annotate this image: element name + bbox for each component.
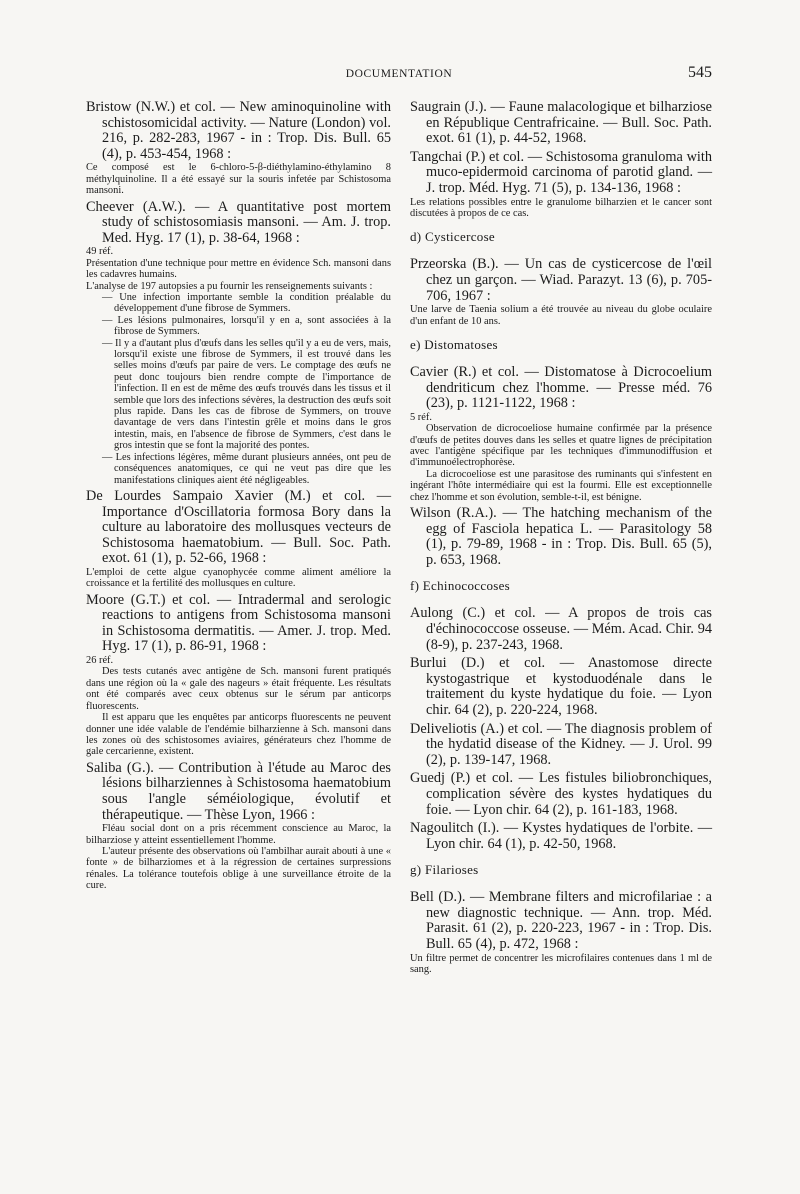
bibliography-entry xyxy=(410,771,712,818)
bibliography-entry xyxy=(410,100,712,147)
bibliography-entry xyxy=(410,722,712,769)
reference: Burlui (D.) et col. — Anastomose directe kystogastrique et kystoduodénale dans le traitement du kyste hydatique du foie. — Lyon chir. 64 (2), p. 220-224, 1968. xyxy=(410,655,712,718)
reference: Wilson (R.A.). — The hatching mechanism of the egg of Fasciola hepatica L. — Parasitology 58 (1), p. 79-89, 1968 - in : Trop. Dis. Bull. 65 (5), p. 653, 1968. xyxy=(410,505,712,568)
reference-count: 26 réf. xyxy=(86,655,114,667)
section-heading: d) Cysticercose xyxy=(410,229,496,245)
bibliography-entry xyxy=(410,365,712,503)
abstract-note: L'analyse de 197 autopsies a pu fournir les renseignements suivants : xyxy=(86,280,373,292)
section-heading: e) Distomatoses xyxy=(410,336,498,352)
page-header xyxy=(86,64,712,86)
reference: Deliveliotis (A.) et col. — The diagnosis problem of the hydatid disease of the Kidney. — J. Urol. 99 (2), p. 139-147, 1968. xyxy=(410,720,712,768)
reference: Przeorska (B.). — Un cas de cysticercose de l'œil chez un garçon. — Wiad. Parazyt. 13 (6), p. 705-706, 1967 : xyxy=(410,256,712,304)
reference: Cheever (A.W.). — A quantitative post mortem study of schistosomiasis mansoni. — Am. J. trop. Med. Hyg. 17 (1), p. 38-64, 1968 : xyxy=(86,198,391,246)
page-number: 545 xyxy=(688,64,712,81)
reference: Bristow (N.W.) et col. — New aminoquinoline with schistosomicidal activity. — Nature (London) vol. 216, p. 282-283, 1967 - in : Trop. Dis. Bull. 65 (4), p. 453-454, 1968 : xyxy=(86,99,391,162)
bibliography-entry xyxy=(410,606,712,653)
bibliography-entry xyxy=(410,821,712,852)
reference: Nagoulitch (I.). — Kystes hydatiques de l'orbite. — Lyon chir. 64 (1), p. 42-50, 1968. xyxy=(410,820,712,852)
abstract-note: Présentation d'une technique pour mettre en évidence Sch. mansoni dans les cadavres humains. xyxy=(86,257,391,281)
abstract-note: La dicrocoeliose est une parasitose des ruminants qui s'infestent en ingérant l'hôte intermédiaire qui est la fourmi. Elle est exceptionnelle chez l'homme et son évolution, semble-t-il, est bénigne. xyxy=(410,468,712,503)
abstract-note: Des tests cutanés avec antigène de Sch. mansoni furent pratiqués dans une région où la « gale des nageurs » était fréquente. Les résultats ont été comparés avec ceux obtenus sur le sérum par anticorps fluorescents. xyxy=(86,666,391,712)
bibliography-entry xyxy=(86,100,391,197)
abstract-note: Un filtre permet de concentrer les microfilaires contenues dans 1 ml de sang. xyxy=(410,952,712,976)
abstract-note: Une larve de Taenia solium a été trouvée au niveau du globe oculaire d'un enfant de 10 ans. xyxy=(410,304,712,327)
bibliography-entry xyxy=(86,200,391,486)
abstract-bullet: — Les lésions pulmonaires, lorsqu'il y en a, sont associées à la fibrose de Symmers. xyxy=(102,314,391,338)
reference-count: 5 réf. xyxy=(410,411,432,423)
reference: Tangchai (P.) et col. — Schistosoma granuloma with muco-epidermoid carcinoma of parotid gland. — J. trop. Méd. Hyg. 71 (5), p. 134-136, 1968 : xyxy=(410,148,712,196)
bibliography-entry xyxy=(86,761,391,892)
section-heading: g) Filarioses xyxy=(410,862,479,878)
abstract-note: L'auteur présente des observations où l'ambilhar aurait abouti à une « fonte » de bilharziomes et à la régression de certaines surpressions rénales. La tolérance toutefois oblige à une surveillance étroite de la cure. xyxy=(86,845,391,892)
reference: De Lourdes Sampaio Xavier (M.) et col. — Importance d'Oscillatoria formosa Bory dans la culture au laboratoire des mollusques vecteurs de Schistosoma haematobium. — Bull. Soc. Path. exot. 61 (1), p. 52-66, 1968 : xyxy=(86,487,391,567)
bibliography-entry xyxy=(86,489,391,590)
abstract-note: Fléau social dont on a pris récemment conscience au Maroc, la bilharziose y atteint essentiellement l'homme. xyxy=(86,823,391,846)
reference: Bell (D.). — Membrane filters and microfilariae : a new diagnostic technique. — Ann. trop. Méd. Parasit. 61 (2), p. 220-223, 1967 - in : Trop. Dis. Bull. 65 (4), p. 472, 1968 : xyxy=(410,889,712,953)
bibliography-entry xyxy=(410,257,712,327)
abstract-note: Ce composé est le 6-chloro-5-β-diéthylamino-éthylamino 8 méthylquinoline. Il a été essayé sur la souris infetée par Schistosoma mansoni. xyxy=(86,162,391,197)
abstract-bullet: — Il y a d'autant plus d'œufs dans les selles qu'il y a eu de vers, mais, lorsqu'il existe une fibrose de Symmers, il est trouvé dans les selles moins d'œufs par paire de vers. Le comptage des œufs ne peut donc toujours bien rendre compte de l'importance de l'infection. Il en est de même des œufs trouvés dans les tissus et il semble que lors des infections sévères, la destruction des œufs soit plus rapide. Dans les cas de fibrose de Symmers, on trouve davantage de vers dans l'intestin grêle et moins dans le gros intestin, mais, en l'absence de fibrose de Symmers, c'est dans le gros intestin que se font la majorité des pontes. xyxy=(102,337,391,452)
reference: Saugrain (J.). — Faune malacologique et bilharziose en République Centrafricaine. — Bull. Soc. Path. exot. 61 (1), p. 44-52, 1968. xyxy=(410,99,712,147)
abstract-bullet: — Une infection importante semble la condition préalable du développement d'une fibrose de Symmers. xyxy=(102,292,391,315)
abstract-note: Les relations possibles entre le granulome bilharzien et le cancer sont discutées à propos de ce cas. xyxy=(410,196,712,219)
abstract-note: L'emploi de cette algue cyanophycée comme aliment améliore la croissance et la fertilité des mollusques en culture. xyxy=(86,566,391,590)
running-title: DOCUMENTATION xyxy=(345,68,453,80)
reference: Moore (G.T.) et col. — Intradermal and serologic reactions to antigens from Schistosoma mansoni in Schistosoma dermatitis. — Amer. J. trop. Med. Hyg. 17 (1), p. 86-91, 1968 : xyxy=(86,591,391,655)
bibliography-entry xyxy=(410,656,712,718)
reference: Aulong (C.) et col. — A propos de trois cas d'échinococcose osseuse. — Mém. Acad. Chir. 94 (8-9), p. 237-243, 1968. xyxy=(410,605,712,653)
reference: Cavier (R.) et col. — Distomatose à Dicrocoelium dendriticum chez l'homme. — Presse méd. 76 (23), p. 1121-1122, 1968 : xyxy=(410,363,712,412)
abstract-bullet: — Les infections légères, même durant plusieurs années, ont peu de conséquences anatomiques, ce qui ne veut pas dire que les manifestations cliniques aient été négligeables. xyxy=(102,451,391,486)
right-column xyxy=(410,100,712,978)
abstract-note: Il est apparu que les enquêtes par anticorps fluorescents ne peuvent donner une idée valable de l'endémie bilharzienne à Sch. mansoni dans les zones où des schistosomes aviaires, générateurs chez l'homme de gale cercarienne, existent. xyxy=(86,712,391,758)
bibliography-entry xyxy=(410,890,712,975)
left-column xyxy=(86,100,391,895)
reference: Saliba (G.). — Contribution à l'étude au Maroc des lésions bilharziennes à Schistosoma haematobium sous l'angle séméiologique, évolutif et thérapeutique. — Thèse Lyon, 1966 : xyxy=(86,759,391,823)
section-heading: f) Echinococcoses xyxy=(410,578,511,594)
reference-count: 49 réf. xyxy=(86,246,114,258)
reference: Guedj (P.) et col. — Les fistules biliobronchiques, complication sévère des kystes hydatiques du foie. — Lyon chir. 64 (2), p. 161-183, 1968. xyxy=(410,770,712,818)
bibliography-entry xyxy=(410,506,712,568)
bibliography-entry xyxy=(410,150,712,220)
bibliography-entry xyxy=(86,593,391,758)
abstract-note: Observation de dicrocoeliose humaine confirmée par la présence d'œufs de petites douves dans les selles et quatre lignes de précipitation avec l'antigène spécifique par les techniques d'immunodiffusion et d'immunoélectrophorèse. xyxy=(410,423,712,469)
